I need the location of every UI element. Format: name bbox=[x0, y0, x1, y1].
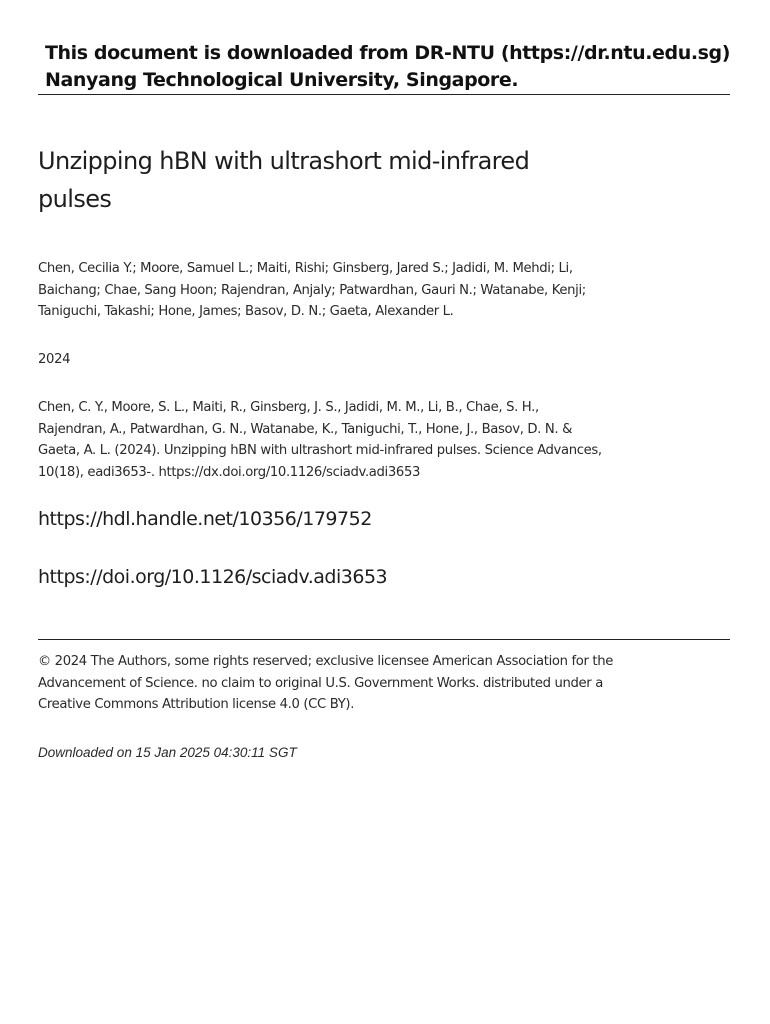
citation-line-1: Chen, C. Y., Moore, S. L., Maiti, R., Ginsberg, J. S., Jadidi, M. M., Li, B., Chae, S. H., bbox=[38, 400, 539, 415]
handle-link[interactable]: https://hdl.handle.net/10356/179752 bbox=[38, 508, 372, 530]
header-divider bbox=[38, 94, 730, 95]
rights-line-2: Advancement of Science. no claim to original U.S. Government Works. distributed under a bbox=[38, 675, 603, 691]
header-source-line: This document is downloaded from DR-NTU (https://dr.ntu.edu.sg) bbox=[45, 42, 731, 64]
citation-line-4: 10(18), eadi3653-. https://dx.doi.org/10.1126/sciadv.adi3653 bbox=[38, 464, 421, 480]
citation-line-2: Rajendran, A., Patwardhan, G. N., Watanabe, K., Taniguchi, T., Hone, J., Basov, D. N. & bbox=[38, 421, 572, 437]
doi-link[interactable]: https://doi.org/10.1126/sciadv.adi3653 bbox=[38, 566, 388, 588]
citation-line-3: Gaeta, A. L. (2024). Unzipping hBN with ultrashort mid-infrared pulses. Science Advances, bbox=[38, 443, 602, 458]
publication-year: 2024 bbox=[38, 352, 71, 367]
document-title bbox=[38, 142, 598, 218]
header-institution-line: Nanyang Technological University, Singapore. bbox=[45, 69, 519, 91]
rights-divider bbox=[38, 639, 730, 640]
repository-header bbox=[38, 40, 730, 95]
rights-line-1: © 2024 The Authors, some rights reserved; exclusive licensee American Association for the bbox=[38, 654, 613, 669]
author-line-3: Taniguchi, Takashi; Hone, James; Basov, D. N.; Gaeta, Alexander L. bbox=[38, 304, 454, 319]
author-line-1: Chen, Cecilia Y.; Moore, Samuel L.; Maiti, Rishi; Ginsberg, Jared S.; Jadidi, M. Mehdi; Li, bbox=[38, 261, 573, 276]
download-timestamp: Downloaded on 15 Jan 2025 04:30:11 SGT bbox=[38, 745, 297, 760]
author-list bbox=[38, 258, 638, 323]
title-line-1: Unzipping hBN with ultrashort mid-infrared bbox=[38, 147, 530, 175]
title-line-2: pulses bbox=[38, 185, 112, 213]
rights-statement bbox=[38, 651, 658, 716]
author-line-2: Baichang; Chae, Sang Hoon; Rajendran, Anjaly; Patwardhan, Gauri N.; Watanabe, Kenji; bbox=[38, 282, 586, 298]
citation-text bbox=[38, 397, 638, 483]
rights-line-3: Creative Commons Attribution license 4.0 (CC BY). bbox=[38, 697, 355, 712]
